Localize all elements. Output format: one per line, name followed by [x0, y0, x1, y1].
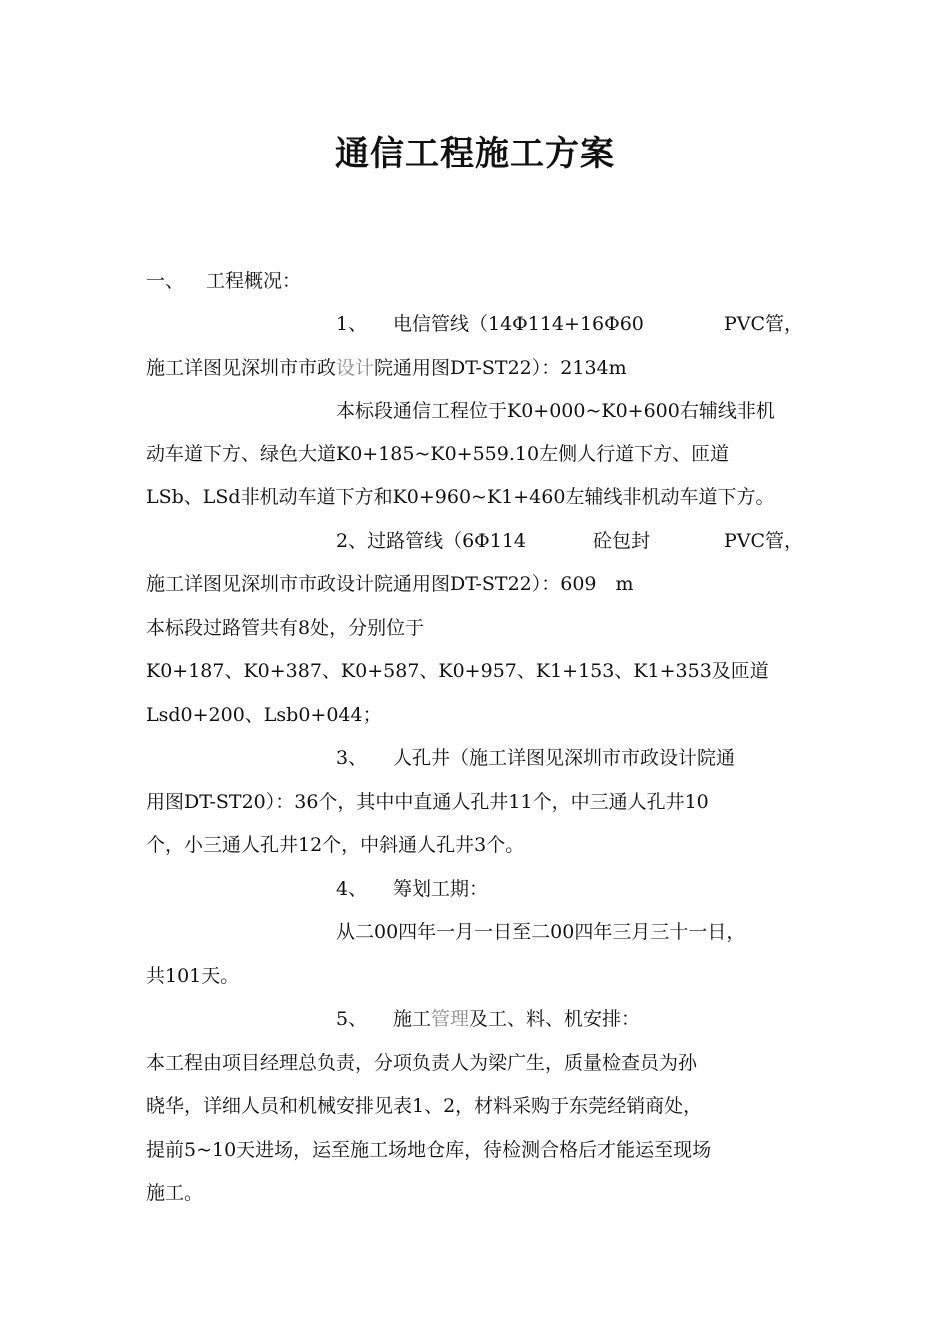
item-4-number: 4、 [336, 878, 368, 900]
item-5-heading-gray-text: 管理 [431, 1008, 470, 1030]
item-1-heading: 电信管线（14Φ114+16Φ60 [393, 313, 644, 335]
item-1-desc-1: 本标段通信工程位于K0+000~K0+600右辅线非机 [336, 400, 775, 422]
item-5-line-4: 施工。 [146, 1182, 204, 1204]
item-5-number: 5、 [336, 1008, 368, 1030]
item-3-number: 3、 [336, 747, 368, 769]
item-4-line-1: 从二00四年一月一日至二00四年三月三十一日， [336, 921, 746, 943]
item-3-line-2: 用图DT-ST20）：36个，其中中直通人孔井11个，中三通人孔井10 [146, 791, 709, 813]
item-4-line-2: 共101天。 [146, 965, 240, 987]
item-1-line-2-text-b: 院通用图DT-ST22）：2134m [374, 357, 627, 379]
item-1-line-2 [146, 355, 627, 381]
item-2-desc-2: K0+187、K0+387、K0+587、K0+957、K1+153、K1+353及匝道 [146, 660, 769, 682]
item-5-heading-text-b: 及工、料、机安排： [469, 1008, 641, 1030]
item-3-line-3: 个，小三通人孔井12个，中斜通人孔井3个。 [146, 834, 525, 856]
item-4-heading: 筹划工期： [393, 878, 489, 900]
document-title: 通信工程施工方案 [335, 134, 615, 174]
item-1-desc-2: 动车道下方、绿色大道K0+185~K0+559.10左侧人行道下方、匝道 [146, 443, 730, 465]
item-1-desc-3: LSb、LSd非机动车道下方和K0+960~K1+460左辅线非机动车道下方。 [146, 486, 775, 508]
item-5-line-3: 提前5~10天进场，运至施工场地仓库，待检测合格后才能运至现场 [146, 1139, 712, 1161]
item-1-line-2-gray-text: 设计 [336, 357, 375, 379]
item-3-heading: 人孔井（施工详图见深圳市市政设计院通 [393, 747, 736, 769]
item-2-line-2: 施工详图见深圳市市政设计院通用图DT-ST22）：609 m [146, 573, 634, 595]
item-2-heading-tail: PVC管， [724, 530, 804, 552]
item-1-number: 1、 [336, 313, 368, 335]
item-5-line-1: 本工程由项目经理总负责，分项负责人为梁广生，质量检查员为孙 [146, 1052, 698, 1074]
item-2-heading-mid: 砼包封 [593, 530, 651, 552]
item-2-heading: 2、过路管线（6Φ114 [336, 530, 527, 552]
section-1-number: 一、 [146, 270, 185, 292]
item-5-line-2: 晓华，详细人员和机械安排见表1、2，材料采购于东莞经销商处， [146, 1095, 703, 1117]
item-5-heading [393, 1006, 640, 1032]
item-5-heading-text-a: 施工 [393, 1008, 432, 1030]
item-2-desc-3: Lsd0+200、Lsb0+044； [146, 704, 382, 726]
item-2-desc-1: 本标段过路管共有8处，分别位于 [146, 617, 425, 639]
item-1-line-2-text-a: 施工详图见深圳市市政 [146, 357, 337, 379]
section-1-heading: 工程概况： [206, 270, 302, 292]
item-1-heading-tail: PVC管， [724, 313, 804, 335]
